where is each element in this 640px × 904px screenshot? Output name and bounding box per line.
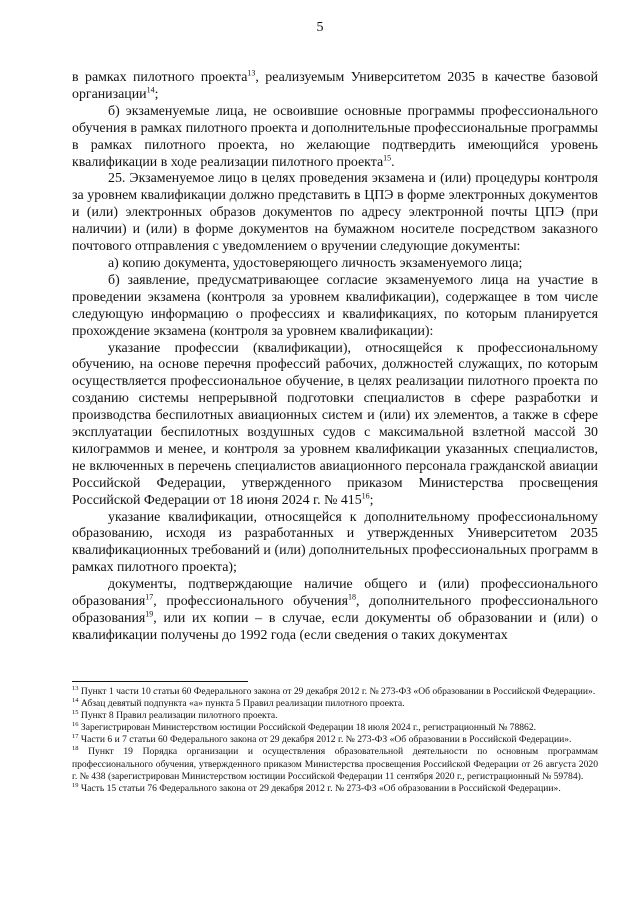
footnote-item: $^{18}$ Пункт 19 Порядка организации и осуществления образовательной деятельности по основным программам профессионального обучения, утвержденного приказом Министерства просвещения Российской Федерации от 26 августа 2020 г. № 438 (зарегистрирован Министерством юстиции Российской Федерации 11 сентября 2020 г., регистрационный № 59784). — [72, 745, 598, 782]
footnotes — [72, 686, 598, 795]
footnote-ref-14: 14 — [146, 85, 155, 95]
main-text — [72, 70, 598, 645]
page-number: 5 — [316, 20, 324, 35]
paragraph-qualification: указание квалификации, относящейся к дополнительному профессиональному образованию, исходя из разработанных и утвержденных Университетом 2035 квалификационных требований и (или) дополнительных профессиональных программ в рамках пилотного проекта); — [72, 509, 598, 576]
footnote-item: $^{15}$ Пункт 8 Правил реализации пилотного проекта. — [72, 709, 278, 722]
footnote-divider — [72, 681, 248, 682]
paragraph-a-id-copy: а) копию документа, удостоверяющего личность экзаменуемого лица; — [108, 255, 523, 271]
footnote-ref-16: 16 — [361, 491, 370, 501]
paragraph-documents: документы, подтверждающие наличие общего и (или) профессионального образования$^{17}$, профессионального обучения$^{18}$, дополнительного профессионального образования$^{19}$, или их копии – в случае, если документы об образовании и (или) о квалификации получены до 1992 года (если сведения о таких документах — [72, 577, 598, 643]
paragraph-b-examinees: б) экзаменуемые лица, не освоившие основные программы профессионального обучения в рамках пилотного проекта и дополнительные профессиональные программы в рамках пилотного проекта, но желающие подтвердить имеющийся уровень квалификации в ходе реализации пилотного проекта$^{15}$. — [72, 103, 598, 170]
footnote-ref-13: 13 — [247, 68, 256, 78]
footnote-item: $^{13}$ Пункт 1 части 10 статьи 60 Федерального закона от 29 декабря 2012 г. № 273-ФЗ «Об образовании в Российской Федерации». — [72, 684, 596, 697]
footnote-item: $^{19}$ Часть 15 статьи 76 Федерального закона от 29 декабря 2012 г. № 273-ФЗ «Об образовании в Российской Федерации». — [72, 781, 561, 794]
footnote-ref-18: 18 — [347, 592, 356, 602]
footnote-item: $^{17}$ Части 6 и 7 статьи 60 Федерального закона от 29 декабря 2012 г. № 273-ФЗ «Об образовании в Российской Федерации». — [72, 733, 572, 746]
footnote-item: $^{16}$ Зарегистрирован Министерством юстиции Российской Федерации 18 июля 2024 г., регистрационный № 78862. — [72, 721, 537, 734]
footnote-item: $^{14}$ Абзац девятый подпункта «а» пункта 5 Правил реализации пилотного проекта. — [72, 696, 405, 710]
paragraph-continuation: в рамках пилотного проекта$^{13}$, реализуемым Университетом 2035 в качестве базовой организации$^{14}$; — [72, 68, 599, 102]
paragraph-25: 25. Экзаменуемое лицо в целях проведения экзамена и (или) процедуры контроля за уровнем квалификации должно представить в ЦПЭ в форме электронных документов и (или) электронных образов документов по адресу электронной почты ЦПЭ (при наличии) и (или) в форме документов на бумажном носителе посредством заказного почтового отправления с уведомлением о вручении следующие документы: — [72, 171, 598, 255]
footnote-ref-19: 19 — [145, 609, 154, 619]
paragraph-profession: указание профессии (квалификации), относящейся к профессиональному обучению, на основе перечня профессий рабочих, должностей служащих, по которым осуществляется профессиональное обучение, в целях реализации пилотного проекта по созданию системы непрерывной подготовки специалистов в сфере разработки и производства беспилотных авиационных систем и (или) их элементов, а также в сфере эксплуатации беспилотных воздушных судов с максимальной взлетной массой 30 килограммов и менее, и контроля за уровнем квалификации указанных специалистов, не включенных в перечень специалистов авиационного персонала гражданской авиации Российской Федерации, утвержденного приказом Министерства просвещения Российской Федерации от 18 июня 2024 г. № $415^{16}$; — [72, 340, 598, 508]
paragraph-b-application: б) заявление, предусматривающее согласие экзаменуемого лица на участие в проведении экзамена (контроля за уровнем квалификации), содержащее в том числе следующую информацию о профессиях и квалификациях, по которым планируется прохождение экзамена (контроля за уровнем квалификации): — [72, 272, 598, 339]
footnote-ref-17: 17 — [145, 592, 154, 602]
footnote-ref-15: 15 — [383, 152, 392, 162]
